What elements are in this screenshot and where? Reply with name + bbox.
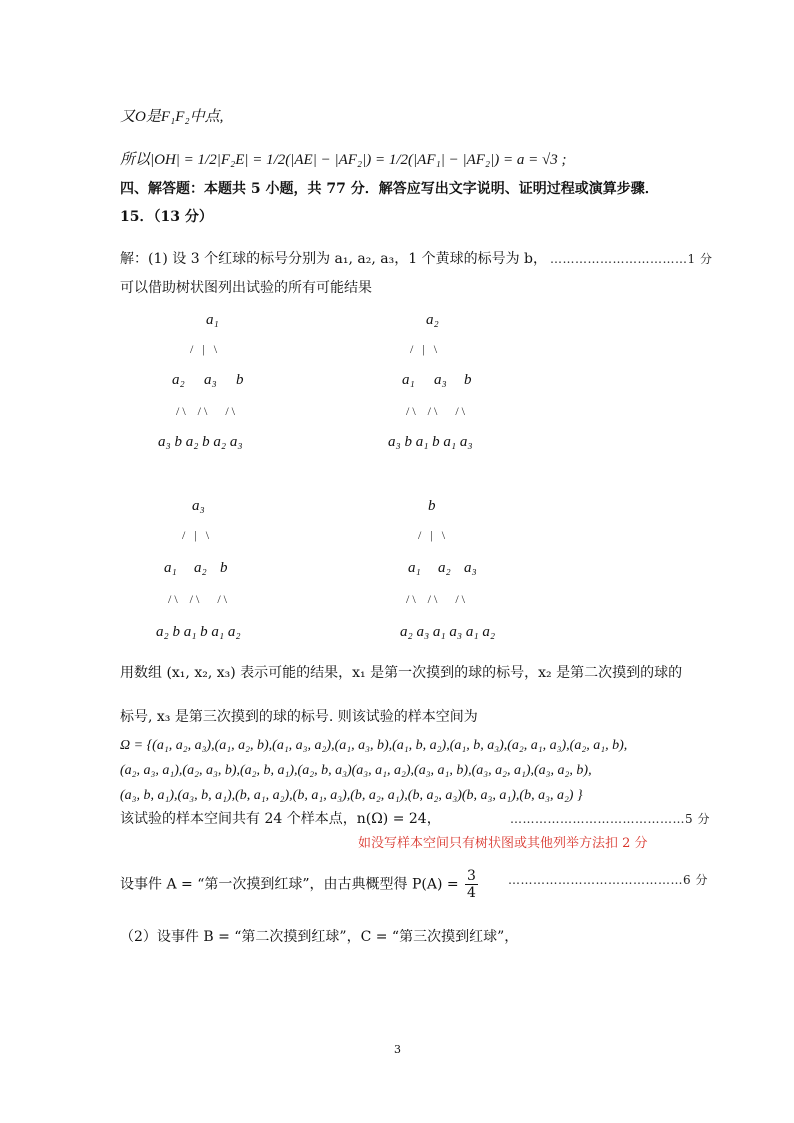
tree-node: a₃ (204, 372, 217, 388)
tree-node: a₂ (438, 560, 451, 576)
tree-node: b (220, 560, 228, 576)
fraction-numerator: 3 (467, 868, 476, 884)
sample-space-line-2: (a₂, a₃, a₁),(a₂, a₃, b),(a₂, b, a₁),(a₂, b, a₃)(a₃, a₁, a₂),(a₃, a₁, b),(a₃, a₂, a₁),(a₃, a₂, b), (120, 763, 592, 778)
fraction-denominator: 4 (467, 885, 476, 901)
score-marker-5: ……………………………………5 分 (510, 812, 710, 826)
tree-leaves: a₃ b a₂ b a₂ a₃ (158, 434, 243, 450)
solution-line-2: 可以借助树状图列出试验的所有可能结果 (120, 280, 372, 296)
tree-branches-level-2: / \ / \ / \ (176, 404, 236, 418)
score-marker-6: ……………………………………6 分 (508, 873, 708, 887)
sample-count-line: 该试验的样本空间共有 24 个样本点，n(Ω) = 24， (120, 811, 441, 827)
page-number: 3 (394, 1043, 401, 1056)
sample-space-line-1: Ω = {(a₁, a₂, a₃),(a₁, a₂, b),(a₁, a₃, a₂),(a₁, a₃, b),(a₁, b, a₂),(a₁, b, a₃),(a₂, a₁, a₃),(a₂, a₁, b), (120, 738, 628, 753)
event-a-line (120, 868, 480, 901)
tree-node: a₁ (402, 372, 415, 388)
section-title: 四、解答题：本题共 5 小题，共 77 分．解答应写出文字说明、证明过程或演算步骤． (120, 181, 659, 197)
tree-root: b (428, 498, 436, 514)
score-marker-1: ……………………………1 分 (550, 252, 713, 266)
tree-node: a₁ (408, 560, 421, 576)
question-15-heading: 15．（13 分） (120, 209, 213, 225)
tuple-description-line-1: 用数组 (x₁, x₂, x₃) 表示可能的结果，x₁ 是第一次摸到的球的标号，x₂ 是第二次摸到的球的 (120, 665, 683, 681)
tree-branches-level-1: / | \ (418, 528, 446, 542)
tree-root: a₃ (192, 498, 205, 514)
tree-root: a₂ (426, 312, 439, 328)
tree-leaves: a₃ b a₁ b a₁ a₃ (388, 434, 473, 450)
tree-node: b (236, 372, 244, 388)
header-line-oh-length: 所以|OH| = 1/2|F₂E| = 1/2(|AE| − |AF₂|) = 1/2(|AF₁| − |AF₂|) = a = √3 ; (120, 152, 567, 168)
probability-fraction (465, 868, 478, 901)
tree-node: a₃ (464, 560, 477, 576)
tree-leaves: a₂ b a₁ b a₁ a₂ (156, 624, 241, 640)
tree-branches-level-2: / \ / \ / \ (406, 592, 466, 606)
event-a-text: 设事件 A = “第一次摸到红球”，由古典概型得 P(A) = (120, 876, 459, 893)
part-2-line: （2）设事件 B = “第二次摸到红球”，C = “第三次摸到红球”， (120, 929, 519, 945)
tree-node: a₁ (164, 560, 177, 576)
grading-note: 如没写样本空间只有树状图或其他列举方法扣 2 分 (358, 836, 648, 851)
sample-space-line-3: (a₃, b, a₁),(a₃, b, a₁),(b, a₁, a₂),(b, a₁, a₃),(b, a₂, a₁),(b, a₂, a₃)(b, a₃, a₁),(b, a₃, a₂) } (120, 788, 583, 803)
tree-branches-level-1: / | \ (182, 528, 210, 542)
tree-branches-level-1: / | \ (410, 342, 438, 356)
tree-branches-level-2: / \ / \ / \ (406, 404, 466, 418)
header-line-midpoint: 又O是F₁F₂中点, (120, 109, 224, 125)
solution-line-1: 解：(1) 设 3 个红球的标号分别为 a₁, a₂, a₃，1 个黄球的标号为 b， (120, 251, 547, 267)
tree-node: a₂ (172, 372, 185, 388)
tree-node: a₂ (194, 560, 207, 576)
tree-node: b (464, 372, 472, 388)
tree-root: a₁ (206, 312, 219, 328)
tree-node: a₃ (434, 372, 447, 388)
tree-branches-level-1: / | \ (190, 342, 218, 356)
tree-branches-level-2: / \ / \ / \ (168, 592, 228, 606)
tuple-description-line-2: 标号, x₃ 是第三次摸到的球的标号. 则该试验的样本空间为 (120, 709, 478, 725)
tree-leaves: a₂ a₃ a₁ a₃ a₁ a₂ (400, 624, 496, 640)
